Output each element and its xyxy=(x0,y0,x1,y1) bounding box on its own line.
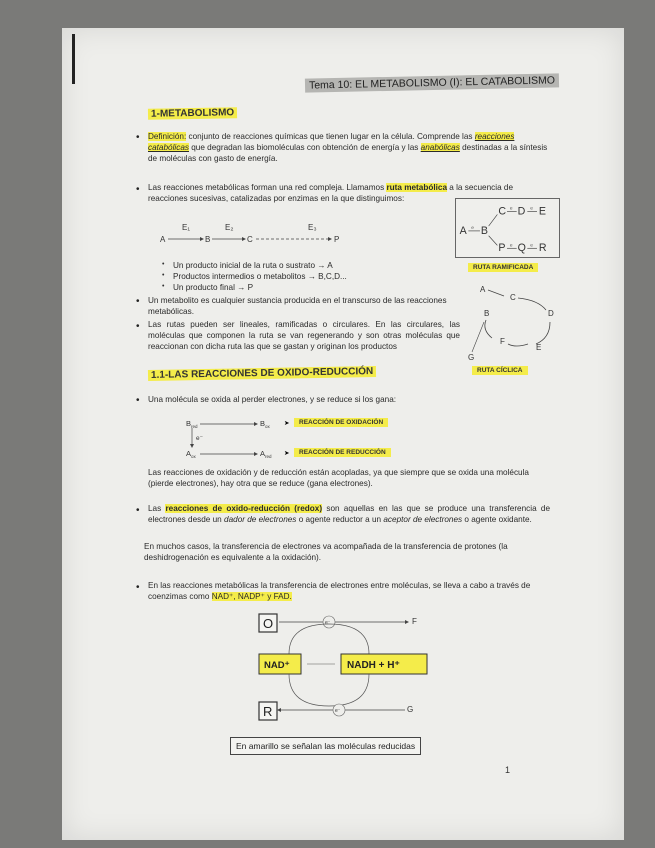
definition-text: destinadas a la xyxy=(462,143,518,152)
arrowhead xyxy=(405,620,409,624)
diagram-caption: En amarillo se señalan las moléculas reducidas xyxy=(230,737,421,755)
b-red-label: $B_{red}$ xyxy=(186,419,198,429)
coupled-paragraph xyxy=(148,467,548,489)
term-catabolicas: catabólicas xyxy=(148,143,189,152)
term-ruta-metabolica: ruta metabólica xyxy=(386,183,447,192)
linear-route-diagram xyxy=(150,220,350,250)
coenzymes-text: coenzimas como xyxy=(148,592,210,601)
branched-enzyme: e xyxy=(471,225,474,231)
term-coenzymes: NAD⁺, NADP⁺ y FAD. xyxy=(211,592,292,601)
sub-bullet: • xyxy=(162,261,165,268)
rutas-text: moléculas que componen la ruta se van regenerando y son otras moléculas que xyxy=(148,331,460,340)
linear-route-enzyme: E₃ xyxy=(308,223,317,232)
arrowhead xyxy=(190,444,194,448)
arrowhead xyxy=(277,708,281,712)
cyclic-node: B xyxy=(484,309,490,318)
bullet: • xyxy=(136,321,140,332)
branched-node: A xyxy=(459,224,467,237)
coupled-text: Las reacciones de oxidación y de reducción están acopladas, ya que siempre que se oxida una molécula xyxy=(148,468,529,477)
linear-route-node: A xyxy=(160,235,166,244)
linear-route-node: B xyxy=(205,235,211,244)
nadh-label: NADH + H⁺ xyxy=(347,660,400,671)
branched-enzyme: e xyxy=(509,243,513,249)
linear-route-enzyme: E₂ xyxy=(225,223,234,232)
protons-paragraph xyxy=(144,541,549,563)
b-ox-label: $B_{ox}$ xyxy=(260,419,270,429)
branched-node: D xyxy=(517,205,526,218)
nad-diagram xyxy=(255,610,435,728)
linear-route-node: C xyxy=(247,235,253,244)
bullet: • xyxy=(136,582,140,593)
route-text: Las reacciones metabólicas forman una red compleja. Llamamos xyxy=(148,183,385,192)
term-anabolicas: anabólicas xyxy=(420,143,460,152)
reduction-label: REACCIÓN DE REDUCCIÓN xyxy=(294,448,391,457)
o-label: O xyxy=(263,616,274,631)
sub-item-metabolitos: Productos intermedios o metabolitos → B,C,D... xyxy=(173,272,347,281)
coupled-text: (pierde electrones), hay otra que se reduce (gana electrones). xyxy=(148,479,373,488)
bullet: • xyxy=(136,296,140,307)
branched-node: Q xyxy=(517,242,526,255)
page-number: 1 xyxy=(505,765,511,775)
term-dador: dador de electrones xyxy=(224,515,297,524)
arrow xyxy=(489,236,498,246)
page-title: Tema 10: EL METABOLISMO (I): EL CATABOLISMO xyxy=(305,73,559,92)
linear-route-node: P xyxy=(334,235,340,244)
coenzymes-paragraph xyxy=(148,580,550,602)
protons-text: deshidrogenación es equivalente a la oxidación). xyxy=(144,553,322,562)
metabolito-text: metabólicas. xyxy=(148,307,194,316)
arrow xyxy=(472,322,484,352)
redox-text: Las xyxy=(148,504,162,513)
rutas-text: Las rutas pueden ser lineales, ramificadas o circulares. En las circulares, las xyxy=(148,320,460,329)
term-redox: reacciones de oxido-reducción (redox) xyxy=(165,504,323,513)
definition-text: síntesis de moléculas con gasto de energía. xyxy=(148,143,548,163)
branched-route-diagram xyxy=(455,198,560,258)
sub-bullet: • xyxy=(162,272,165,279)
cycle-arrow xyxy=(508,344,528,346)
redox-text: o agente xyxy=(464,515,497,524)
cyclic-node: A xyxy=(480,285,486,294)
cyclic-node: F xyxy=(500,337,505,346)
redox-diagram xyxy=(180,414,290,462)
term-reacciones: reacciones xyxy=(474,132,515,141)
cyclic-route-diagram xyxy=(466,282,560,362)
arrow-glyph: ➤ xyxy=(284,450,290,457)
metabolito-text: Un metabolito es cualquier sustancia producida en el transcurso de las reacciones xyxy=(148,296,447,305)
electron-label: e⁻ xyxy=(325,620,331,626)
metabolito-paragraph xyxy=(148,295,458,317)
redox-text: oxidante. xyxy=(498,515,532,524)
branched-enzyme: e xyxy=(509,206,513,212)
term-aceptor: aceptor de electrones xyxy=(383,515,463,524)
branched-node: P xyxy=(498,242,506,255)
bullet: • xyxy=(136,132,140,143)
protons-text: En muchos casos, la transferencia de electrones va acompañada de la transferencia de protones (la xyxy=(144,542,508,551)
branched-node: C xyxy=(498,205,507,218)
electron-label: e⁻ xyxy=(335,708,341,714)
arrowhead xyxy=(242,237,246,241)
binding-mark xyxy=(72,34,75,84)
cyclic-node: E xyxy=(536,343,542,352)
branched-route-label: RUTA RAMIFICADA xyxy=(468,263,538,272)
redox-text: o agente reductor a un xyxy=(298,515,382,524)
branched-node: R xyxy=(538,242,547,255)
arrow xyxy=(489,214,498,226)
branched-node: B xyxy=(480,224,489,237)
redox-definition-paragraph xyxy=(148,503,550,525)
branched-enzyme: e xyxy=(530,206,533,212)
route-text: a la secuencia de xyxy=(449,183,514,192)
definition-text: conjunto de reacciones químicas que tienen lugar en la célula. Comprende las xyxy=(188,132,473,141)
nad-label: NAD⁺ xyxy=(264,660,290,671)
cycle-arc xyxy=(289,674,369,706)
coenzymes-text: En las reacciones metabólicas la transferencia de electrones entre moléculas, se lleva a cabo a través de xyxy=(148,581,531,590)
redox-text: electrones desde un xyxy=(148,515,222,524)
redox-text: son aquellas en las que se produce una transferencia de xyxy=(326,504,551,513)
sub-item-final: Un producto final → P xyxy=(173,283,254,292)
sub-bullet: • xyxy=(162,283,165,290)
linear-route-enzyme: E₁ xyxy=(182,223,191,232)
definition-label: Definición: xyxy=(148,132,187,141)
arrow-glyph: ➤ xyxy=(284,420,290,427)
redox-intro: Una molécula se oxida al perder electrones, y se reduce si los gana: xyxy=(148,395,397,404)
sub-item-sustrato: Un producto inicial de la ruta o sustrato → A xyxy=(173,261,333,270)
rutas-text: reaccionan con dicha ruta las que se gastan y originan los productos xyxy=(148,342,397,351)
definition-paragraph xyxy=(148,131,548,164)
f-label: F xyxy=(412,617,417,626)
section-heading-redox: 1.1-LAS REACCIONES DE OXIDO-REDUCCIÓN xyxy=(148,366,376,381)
cycle-arc xyxy=(289,624,369,654)
definition-text: que degradan las biomoléculas con obtención de energía y las xyxy=(191,143,419,152)
cycle-arrow xyxy=(536,322,550,344)
route-text: reacciones sucesivas, catalizadas por enzimas en la que distinguimos: xyxy=(148,194,405,203)
oxidation-label: REACCIÓN DE OXIDACIÓN xyxy=(294,418,388,427)
bullet: • xyxy=(136,184,140,195)
cyclic-node: C xyxy=(510,293,516,302)
g-label: G xyxy=(407,705,414,714)
arrowhead xyxy=(254,422,258,426)
arrowhead xyxy=(254,452,258,456)
branched-enzyme: e xyxy=(530,243,533,249)
r-label: R xyxy=(263,704,273,719)
bullet: • xyxy=(136,505,140,516)
cyclic-node: G xyxy=(468,353,475,362)
bullet: • xyxy=(136,395,140,406)
arrowhead xyxy=(200,237,204,241)
electron-label: e⁻ xyxy=(196,435,204,442)
arrow xyxy=(488,290,504,296)
arrowhead xyxy=(328,237,332,241)
cyclic-node: D xyxy=(548,309,554,318)
branched-node: E xyxy=(538,205,547,218)
cyclic-route-label: RUTA CÍCLICA xyxy=(472,366,528,375)
cycle-arrow xyxy=(485,320,492,338)
a-ox-label: $A_{ox}$ xyxy=(186,449,196,459)
section-heading-metabolismo: 1-METABOLISMO xyxy=(148,107,237,120)
cycle-arrow xyxy=(518,298,546,310)
a-red-label: $A_{red}$ xyxy=(260,449,272,459)
rutas-paragraph xyxy=(148,319,460,352)
